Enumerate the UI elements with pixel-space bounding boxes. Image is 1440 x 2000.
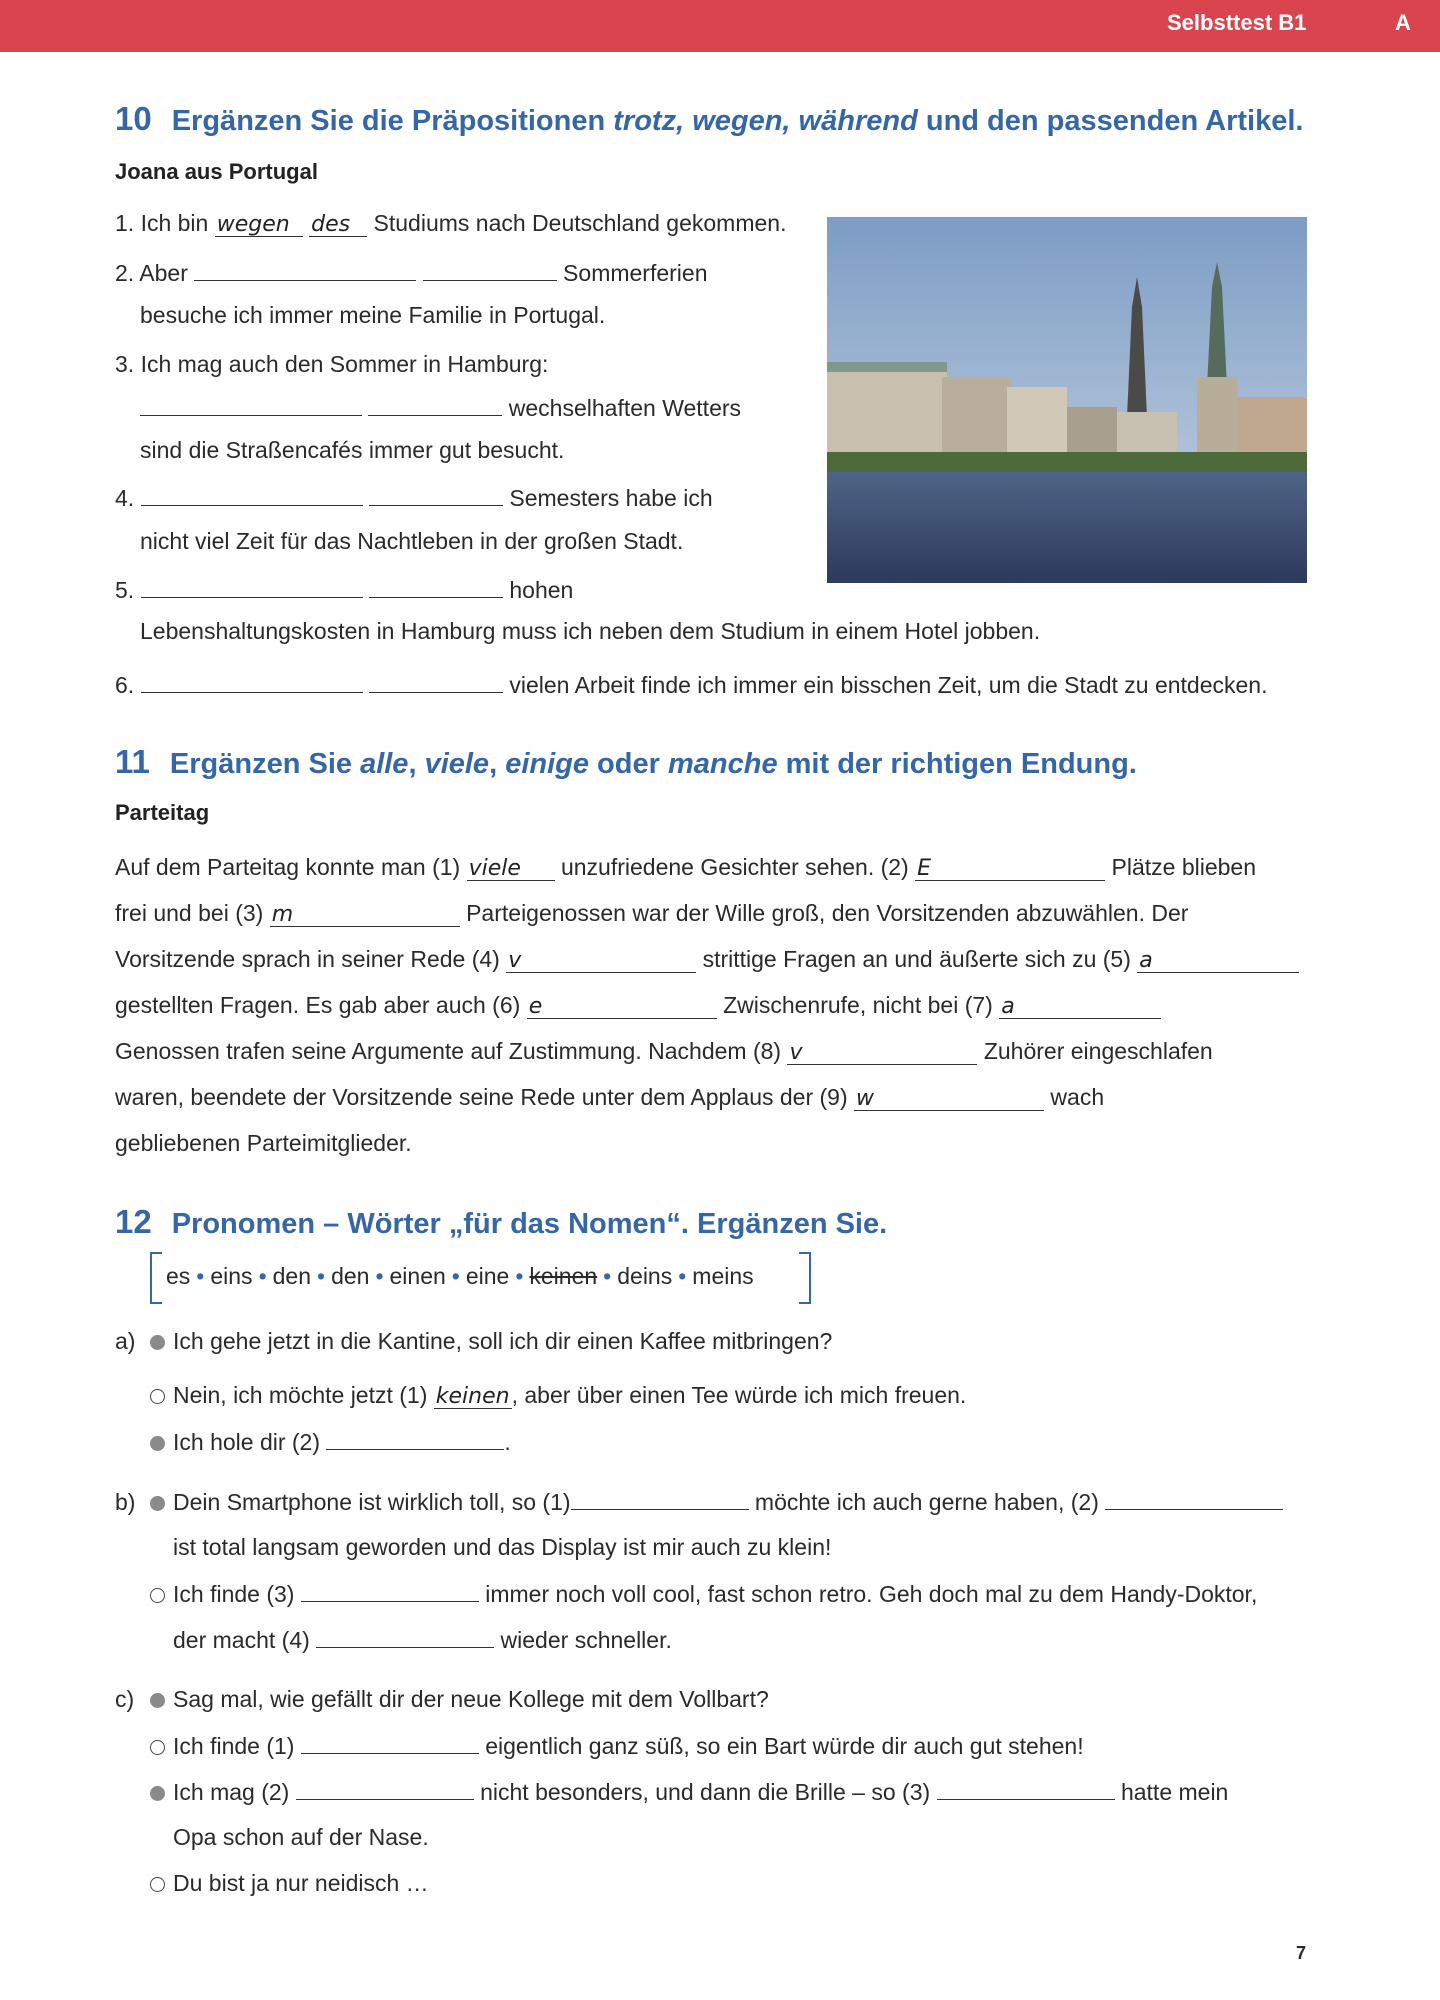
line-text: Opa schon auf der Nase. <box>173 1824 429 1850</box>
line-text: 6. <box>115 672 141 698</box>
exercise-line <box>140 392 741 422</box>
word-option: den <box>272 1263 311 1289</box>
separator-dot: • <box>678 1263 687 1289</box>
line-text: Ich finde (3) <box>173 1581 301 1607</box>
speaker-b-bullet-icon <box>150 1740 165 1755</box>
line-text: hatte mein <box>1114 1779 1229 1805</box>
speaker-a-bullet-icon <box>150 1496 165 1511</box>
line-text: Studiums nach Deutschland gekommen. <box>367 210 787 236</box>
dialogue-line <box>150 1730 1084 1760</box>
heading-text: mit der richtigen Endung. <box>777 748 1137 780</box>
exercise-line <box>140 616 1040 646</box>
answer-blank[interactable]: a <box>999 995 1161 1019</box>
line-text: unzufriedene Gesichter sehen. (2) <box>554 854 916 880</box>
item-label: c) <box>115 1686 135 1712</box>
line-text: strittige Fragen an und äußerte sich zu (5) <box>696 946 1138 972</box>
answer-blank[interactable] <box>368 392 502 416</box>
dialogue-line <box>150 1776 1228 1806</box>
separator-dot: • <box>258 1263 267 1289</box>
answer-blank[interactable] <box>301 1578 479 1602</box>
dialogue-line <box>115 1326 832 1356</box>
exercise-12-heading <box>115 1203 887 1241</box>
line-text: Nein, ich möchte jetzt (1) <box>173 1382 434 1408</box>
paragraph-line <box>115 852 1256 882</box>
line-text: wach <box>1044 1084 1105 1110</box>
exercise-line <box>115 574 573 604</box>
answer-blank[interactable]: des <box>309 213 367 237</box>
exercise-10-heading <box>115 100 1303 138</box>
line-text: Zwischenrufe, nicht bei (7) <box>716 992 1000 1018</box>
item-label: a) <box>115 1328 136 1354</box>
exercise-10-subtitle: Joana aus Portugal <box>115 159 318 184</box>
line-text: vielen Arbeit finde ich immer ein bisschen Zeit, um die Stadt zu entdecken. <box>502 672 1268 698</box>
answer-blank[interactable]: e <box>527 995 717 1019</box>
answer-blank[interactable]: keinen <box>435 1384 510 1409</box>
answer-blank[interactable]: w <box>854 1087 1044 1111</box>
exercise-line <box>115 208 786 238</box>
exercise-number: 10 <box>115 100 152 137</box>
exercise-line <box>115 482 713 512</box>
word-box <box>150 1252 811 1304</box>
separator-dot: • <box>375 1263 384 1289</box>
exercise-line <box>115 669 1267 699</box>
answer-blank[interactable]: v <box>787 1041 977 1065</box>
answer-blank[interactable] <box>140 392 362 416</box>
bullet-spacer <box>150 1831 165 1846</box>
bullet-spacer <box>150 1541 165 1556</box>
line-text: Sag mal, wie gefällt dir der neue Kollege mit dem Vollbart? <box>173 1686 769 1712</box>
line-text: 1. Ich bin <box>115 210 215 236</box>
line-text: 5. <box>115 577 141 603</box>
line-text: Parteigenossen war der Wille groß, den Vorsitzenden abzuwählen. Der <box>459 900 1189 926</box>
heading-emphasis: viele <box>424 748 490 780</box>
answer-blank[interactable] <box>369 574 503 598</box>
paragraph-line <box>115 1082 1104 1112</box>
heading-text: Pronomen – Wörter „für das Nomen“. Ergänzen Sie. <box>171 1208 888 1240</box>
word-option: es <box>166 1263 191 1289</box>
answer-blank[interactable]: v <box>506 949 696 973</box>
line-text: wechselhaften Wetters <box>502 395 742 421</box>
word-option: deins <box>617 1263 673 1289</box>
line-text: Ich mag (2) <box>173 1779 296 1805</box>
word-option: den <box>331 1263 370 1289</box>
answer-blank[interactable] <box>301 1730 479 1754</box>
page-number: 7 <box>1296 1943 1307 1963</box>
header-title: Selbsttest B1 <box>1167 10 1307 35</box>
answer-blank[interactable] <box>937 1776 1115 1800</box>
heading-emphasis: trotz, wegen, während <box>613 105 918 137</box>
answer-blank[interactable] <box>141 574 363 598</box>
line-text: Dein Smartphone ist wirklich toll, so (1) <box>173 1489 571 1515</box>
answer-blank[interactable]: a <box>1137 949 1299 973</box>
word-option: eine <box>465 1263 510 1289</box>
line-text: Lebenshaltungskosten in Hamburg muss ich neben dem Studium in einem Hotel jobben. <box>140 618 1041 644</box>
answer-blank[interactable] <box>316 1624 494 1648</box>
heading-text: Ergänzen Sie <box>169 748 361 780</box>
exercise-number: 11 <box>115 743 150 780</box>
line-text: hohen <box>502 577 574 603</box>
separator-dot: • <box>196 1263 205 1289</box>
paragraph-line <box>115 944 1299 974</box>
heading-text: oder <box>589 748 668 780</box>
line-text: besuche ich immer meine Familie in Portugal. <box>140 302 606 328</box>
line-text: waren, beendete der Vorsitzende seine Rede unter dem Applaus der (9) <box>115 1084 855 1110</box>
exercise-line <box>140 526 683 556</box>
answer-blank[interactable] <box>141 669 363 693</box>
line-text: Ich finde (1) <box>173 1733 301 1759</box>
line-text: 4. <box>115 485 141 511</box>
answer-blank[interactable]: m <box>270 903 460 927</box>
dialogue-line <box>150 1380 966 1410</box>
line-text: der macht (4) <box>173 1627 317 1653</box>
line-text: nicht besonders, und dann die Brille – so (3) <box>473 1779 937 1805</box>
line-text: Genossen trafen seine Argumente auf Zustimmung. Nachdem (8) <box>115 1038 788 1064</box>
heading-emphasis: manche <box>667 748 778 780</box>
line-text: Ich gehe jetzt in die Kantine, soll ich dir einen Kaffee mitbringen? <box>173 1328 833 1354</box>
line-text: Plätze blieben <box>1105 854 1257 880</box>
separator-dot: • <box>317 1263 326 1289</box>
answer-blank[interactable]: E <box>915 857 1105 881</box>
line-text: 2. Aber <box>115 260 195 286</box>
dialogue-line <box>150 1624 672 1654</box>
line-text: eigentlich ganz süß, so ein Bart würde dir auch gut stehen! <box>478 1733 1084 1759</box>
line-text: Sommerferien <box>556 260 708 286</box>
exercise-number: 12 <box>115 1203 152 1240</box>
word-option: keinen <box>529 1263 598 1289</box>
line-text: . <box>504 1429 511 1455</box>
dialogue-line <box>150 1532 831 1562</box>
line-text: ist total langsam geworden und das Display ist mir auch zu klein! <box>173 1534 832 1560</box>
dialogue-line <box>150 1578 1257 1608</box>
line-text: Vorsitzende sprach in seiner Rede (4) <box>115 946 507 972</box>
line-text: 3. Ich mag auch den Sommer in Hamburg: <box>115 351 549 377</box>
answer-blank[interactable] <box>369 482 503 506</box>
exercise-line <box>140 435 564 465</box>
heading-text: , <box>408 748 425 780</box>
answer-blank[interactable] <box>296 1776 474 1800</box>
heading-emphasis: einige <box>505 748 589 780</box>
line-text: gebliebenen Parteimitglieder. <box>115 1130 412 1156</box>
line-text: Auf dem Parteitag konnte man (1) <box>115 854 467 880</box>
dialogue-line <box>115 1684 769 1714</box>
answer-blank[interactable] <box>141 482 363 506</box>
answer-blank[interactable] <box>326 1426 504 1450</box>
page-header-bar <box>0 0 1440 52</box>
line-text: Du bist ja nur neidisch … <box>173 1870 429 1896</box>
answer-blank[interactable] <box>369 669 503 693</box>
speaker-b-bullet-icon <box>150 1877 165 1892</box>
header-section: A <box>1395 10 1411 35</box>
answer-blank[interactable] <box>1105 1486 1283 1510</box>
line-text: gestellten Fragen. Es gab aber auch (6) <box>115 992 527 1018</box>
heading-text: , <box>489 748 506 780</box>
speaker-a-bullet-icon <box>150 1786 165 1801</box>
separator-dot: • <box>515 1263 524 1289</box>
separator-dot: • <box>451 1263 460 1289</box>
bullet-spacer <box>150 1634 165 1649</box>
answer-blank[interactable]: wegen <box>215 213 303 237</box>
exercise-11-subtitle: Parteitag <box>115 800 210 825</box>
speaker-a-bullet-icon <box>150 1335 165 1350</box>
speaker-b-bullet-icon <box>150 1389 165 1404</box>
line-text: , aber über einen Tee würde ich mich freuen. <box>511 1382 967 1408</box>
heading-text: und den passenden Artikel. <box>917 105 1304 137</box>
dialogue-line <box>150 1822 429 1852</box>
item-label: b) <box>115 1489 136 1515</box>
speaker-a-bullet-icon <box>150 1436 165 1451</box>
separator-dot: • <box>603 1263 612 1289</box>
line-text: immer noch voll cool, fast schon retro. Geh doch mal zu dem Handy-Doktor, <box>478 1581 1258 1607</box>
line-text: wieder schneller. <box>494 1627 672 1653</box>
heading-emphasis: alle <box>360 748 409 780</box>
line-text: frei und bei (3) <box>115 900 270 926</box>
paragraph-line <box>115 990 1161 1020</box>
word-option: eins <box>210 1263 253 1289</box>
exercise-line <box>115 257 708 287</box>
speaker-b-bullet-icon <box>150 1588 165 1603</box>
answer-blank[interactable] <box>423 257 557 281</box>
exercise-line <box>115 349 548 379</box>
line-text: Semesters habe ich <box>502 485 713 511</box>
exercise-11-heading <box>115 743 1137 781</box>
paragraph-line <box>115 1128 412 1158</box>
line-text: Zuhörer eingeschlafen <box>977 1038 1213 1064</box>
heading-text: Ergänzen Sie die Präpositionen <box>171 105 614 137</box>
exercise-line <box>140 300 605 330</box>
line-text: möchte ich auch gerne haben, (2) <box>748 1489 1106 1515</box>
line-text: nicht viel Zeit für das Nachtleben in der großen Stadt. <box>140 528 684 554</box>
answer-blank[interactable] <box>571 1486 749 1510</box>
answer-blank[interactable]: viele <box>467 857 555 881</box>
word-option: einen <box>389 1263 446 1289</box>
answer-blank[interactable] <box>194 257 416 281</box>
dialogue-line <box>115 1486 1283 1516</box>
word-option: meins <box>692 1263 754 1289</box>
dialogue-line <box>150 1868 429 1898</box>
line-text: sind die Straßencafés immer gut besucht. <box>140 437 565 463</box>
paragraph-line <box>115 1036 1213 1066</box>
paragraph-line <box>115 898 1188 928</box>
line-text: Ich hole dir (2) <box>173 1429 327 1455</box>
dialogue-line <box>150 1426 511 1456</box>
speaker-a-bullet-icon <box>150 1693 165 1708</box>
hamburg-photo <box>827 217 1307 583</box>
